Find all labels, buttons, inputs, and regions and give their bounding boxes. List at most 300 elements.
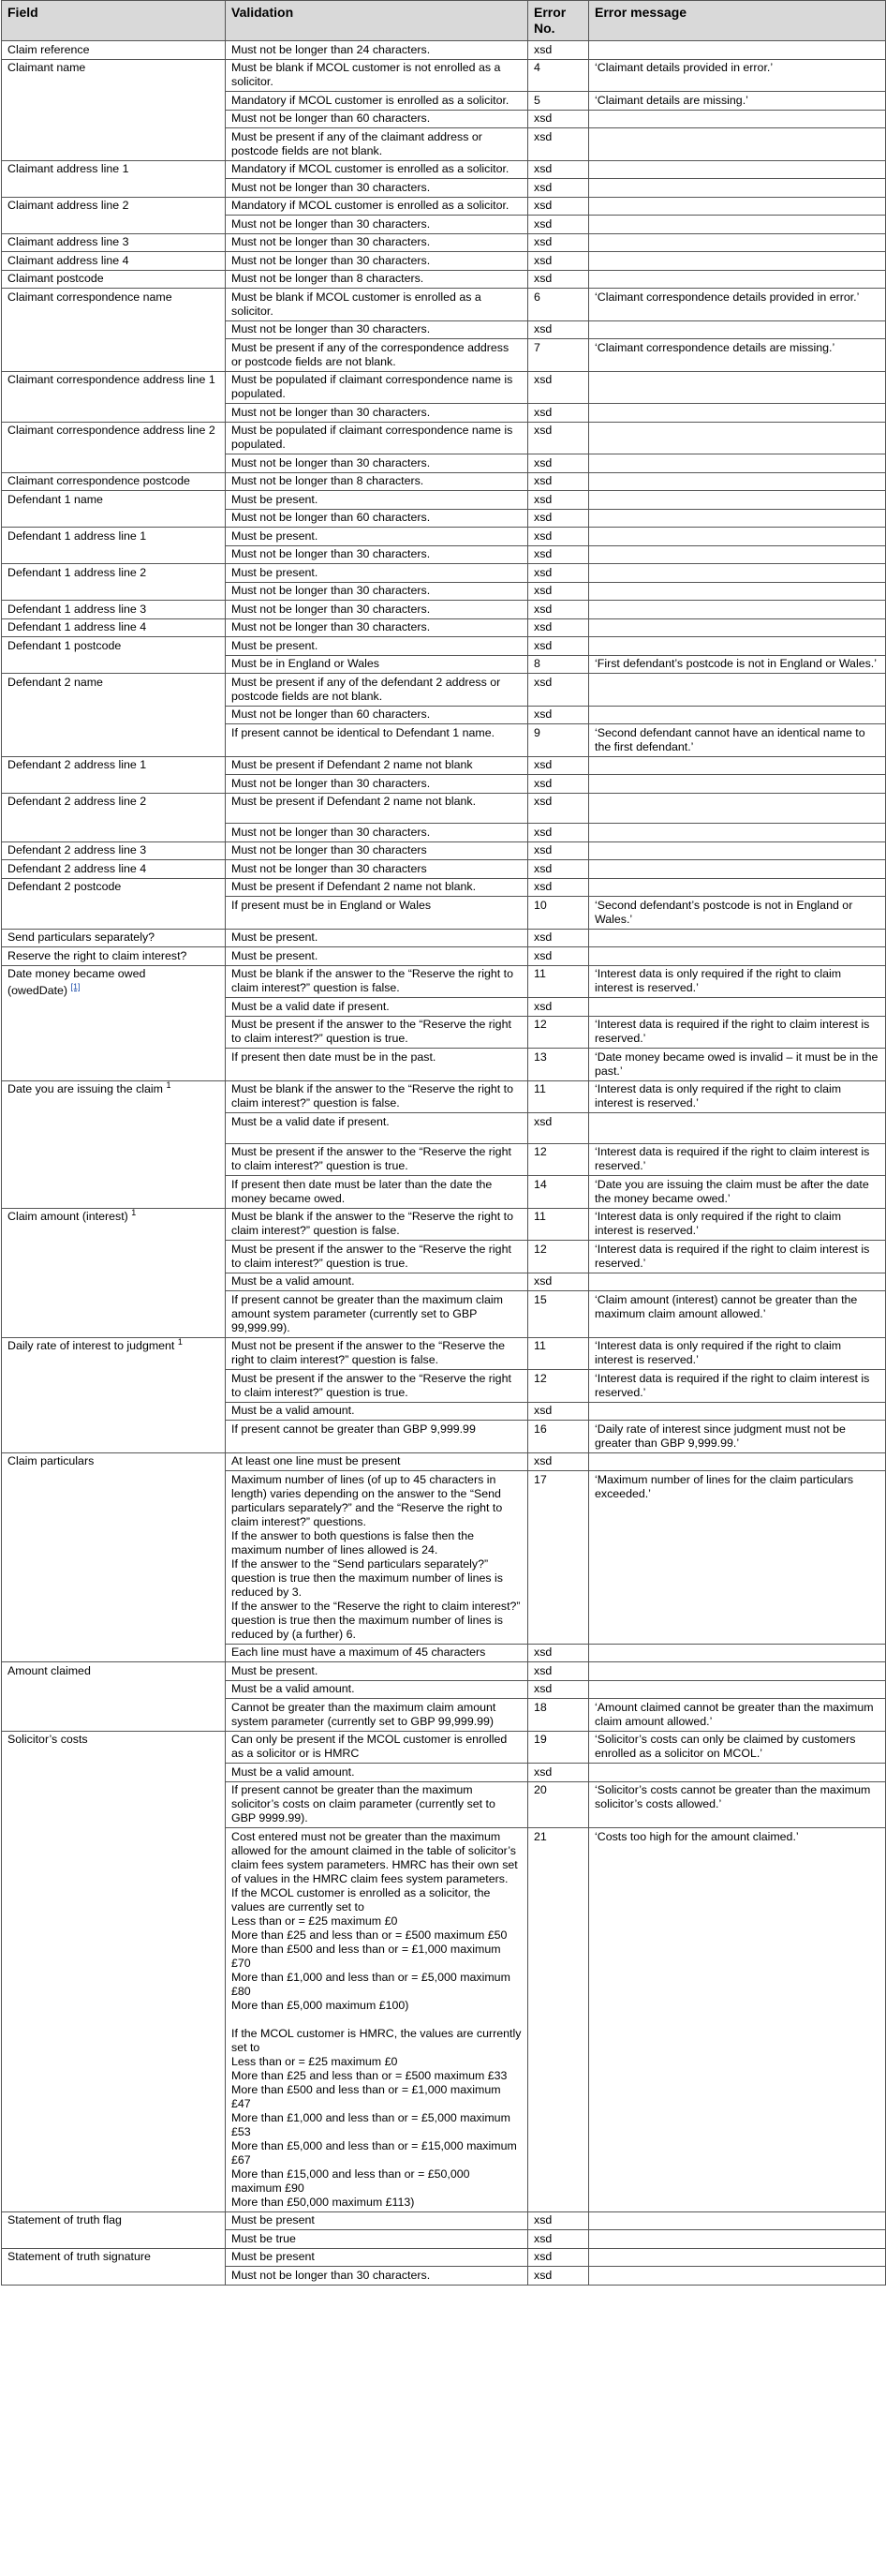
validation-cell xyxy=(226,1644,528,1662)
validation-cell xyxy=(226,422,528,454)
validation-cell xyxy=(226,2248,528,2267)
table-row xyxy=(2,491,886,510)
field-cell xyxy=(2,1662,226,1732)
validation-line: More than £1,000 and less than or = £5,000 maximum £53 xyxy=(231,2110,510,2138)
validation-text: If present cannot be greater than the maximum claim amount system parameter (currently set to GBP 99,999.99). xyxy=(231,1292,503,1334)
validation-text: Must not be longer than 30 characters xyxy=(231,861,427,875)
validation-cell xyxy=(226,1452,528,1471)
validation-text: Must be true xyxy=(231,2231,296,2245)
validation-text: Must be a valid amount. xyxy=(231,1764,355,1779)
error-number-cell: 15 xyxy=(528,1291,589,1338)
field-name: Claimant correspondence address line 2 xyxy=(7,424,215,437)
table-row xyxy=(2,618,886,637)
table-row xyxy=(2,1452,886,1471)
error-message-cell xyxy=(589,2211,886,2230)
validation-text: Must not be longer than 30 characters. xyxy=(231,235,431,248)
table-row xyxy=(2,59,886,92)
validation-text: Must be present if any of the correspondence address or postcode fields are not blank. xyxy=(231,340,509,368)
field-cell xyxy=(2,59,226,160)
field-alias xyxy=(7,981,219,998)
validation-text: Must not be longer than 30 characters. xyxy=(231,180,431,194)
error-message-cell xyxy=(589,1662,886,1681)
validation-cell xyxy=(226,897,528,930)
validation-text: Must be in England or Wales xyxy=(231,657,379,670)
error-message-cell xyxy=(589,601,886,619)
validation-text: Must be present. xyxy=(231,1663,318,1677)
field-name: Claim particulars xyxy=(7,1454,95,1467)
footnote-link[interactable]: [1] xyxy=(70,981,81,991)
validation-text: Must be present if Defendant 2 name not blank. xyxy=(231,880,477,893)
field-cell xyxy=(2,289,226,372)
field-name: Reserve the right to claim interest? xyxy=(7,948,187,962)
error-number-cell: xsd xyxy=(528,1764,589,1782)
field-cell xyxy=(2,2211,226,2248)
error-number-cell: xsd xyxy=(528,2230,589,2249)
validation-text: Must not be longer than 30 characters. xyxy=(231,776,431,790)
field-cell xyxy=(2,528,226,564)
error-number-cell: xsd xyxy=(528,929,589,947)
field-name: Claimant postcode xyxy=(7,272,104,285)
validation-cell xyxy=(226,1049,528,1081)
error-number-cell: xsd xyxy=(528,1402,589,1421)
field-cell xyxy=(2,564,226,601)
validation-text: Can only be present if the MCOL customer is enrolled as a solicitor or is HMRC xyxy=(231,1733,508,1760)
validation-text: Must not be longer than 30 characters. xyxy=(231,825,431,839)
validation-text: Must not be longer than 8 characters. xyxy=(231,474,424,487)
error-message-cell xyxy=(589,582,886,601)
validation-cell xyxy=(226,860,528,879)
error-message-cell xyxy=(589,320,886,339)
validation-text: Must not be longer than 60 characters. xyxy=(231,707,431,721)
validation-text: Each line must have a maximum of 45 characters xyxy=(231,1645,486,1659)
table-header-row xyxy=(2,1,886,41)
validation-line: More than £25 and less than or = £500 maximum £33 xyxy=(231,2068,508,2082)
error-message-cell xyxy=(589,824,886,842)
error-message-cell xyxy=(589,1764,886,1782)
table-row xyxy=(2,197,886,216)
field-cell xyxy=(2,472,226,491)
table-row xyxy=(2,947,886,966)
validation-text: Must not be longer than 60 characters. xyxy=(231,112,431,125)
field-cell xyxy=(2,1208,226,1337)
validation-cell xyxy=(226,528,528,546)
field-cell xyxy=(2,233,226,252)
validation-text: Must be present if the answer to the “Reserve the right to claim interest?” question is true. xyxy=(231,1242,511,1270)
field-name: Date money became owed xyxy=(7,967,146,980)
error-message-cell xyxy=(589,618,886,637)
validation-line: If the MCOL customer is enrolled as a solicitor, the values are currently set to xyxy=(231,1885,491,1913)
error-number-cell: xsd xyxy=(528,1680,589,1699)
table-body xyxy=(2,41,886,2286)
field-cell xyxy=(2,252,226,271)
validation-line: More than £15,000 and less than or = £50,000 maximum £90 xyxy=(231,2167,470,2195)
validation-cell xyxy=(226,824,528,842)
field-name: Defendant 1 postcode xyxy=(7,638,122,652)
field-cell xyxy=(2,793,226,841)
error-message-cell xyxy=(589,160,886,179)
footnote-marker: 1 xyxy=(166,1080,171,1090)
field-cell xyxy=(2,1452,226,1662)
field-name: Defendant 1 address line 3 xyxy=(7,602,147,616)
validation-text: Must be a valid amount. xyxy=(231,1274,355,1288)
error-number-cell: xsd xyxy=(528,618,589,637)
validation-cell xyxy=(226,454,528,473)
validation-text: Must be blank if MCOL customer is enrolled as a solicitor. xyxy=(231,290,481,318)
validation-text: Must be blank if the answer to the “Reserve the right to claim interest?” question is false. xyxy=(231,1082,513,1109)
error-number-cell: xsd xyxy=(528,1452,589,1471)
validation-cell xyxy=(226,1731,528,1764)
validation-cell xyxy=(226,1291,528,1338)
validation-cell xyxy=(226,965,528,998)
error-number-cell: xsd xyxy=(528,128,589,161)
error-number-cell: xsd xyxy=(528,824,589,842)
validation-text: Must not be longer than 30 characters. xyxy=(231,620,431,633)
validation-text: Must be a valid date if present. xyxy=(231,999,390,1013)
error-message-cell xyxy=(589,128,886,161)
error-number-cell: 11 xyxy=(528,1080,589,1113)
validation-text: If present then date must be in the past. xyxy=(231,1050,436,1064)
validation-cell xyxy=(226,1208,528,1241)
field-name: Statement of truth flag xyxy=(7,2213,122,2226)
validation-text: Must be present xyxy=(231,2250,315,2263)
validation-cell xyxy=(226,793,528,824)
validation-cell xyxy=(226,216,528,234)
error-number-cell: 6 xyxy=(528,289,589,321)
error-message-cell: ‘First defendant’s postcode is not in England or Wales.’ xyxy=(589,655,886,674)
error-message-cell xyxy=(589,2248,886,2267)
error-message-cell xyxy=(589,1273,886,1291)
field-name: Date you are issuing the claim xyxy=(7,1082,163,1095)
error-message-cell: ‘Claimant correspondence details are missing.’ xyxy=(589,339,886,372)
field-cell xyxy=(2,371,226,422)
error-message-cell xyxy=(589,1402,886,1421)
error-message-cell xyxy=(589,422,886,454)
validation-line: If the answer to the “Reserve the right to claim interest?” question is true then the maximum number of lines is reduced by (a further) 6. xyxy=(231,1599,521,1641)
field-cell xyxy=(2,270,226,289)
validation-cell xyxy=(226,472,528,491)
error-message-cell: ‘Second defendant’s postcode is not in England or Wales.’ xyxy=(589,897,886,930)
field-cell xyxy=(2,637,226,674)
table-row xyxy=(2,637,886,656)
error-number-cell: 7 xyxy=(528,339,589,372)
validation-text: Must be present. xyxy=(231,638,318,652)
validation-line: More than £500 and less than or = £1,000 maximum £70 xyxy=(231,1942,501,1970)
error-number-cell: 4 xyxy=(528,59,589,92)
field-name: Claim reference xyxy=(7,42,90,56)
validation-cell xyxy=(226,92,528,111)
error-message-cell xyxy=(589,1644,886,1662)
field-name: Solicitor’s costs xyxy=(7,1733,88,1746)
validation-cell xyxy=(226,41,528,60)
error-message-cell: ‘Interest data is required if the right to claim interest is reserved.’ xyxy=(589,1370,886,1403)
error-message-cell: ‘Interest data is required if the right to claim interest is reserved.’ xyxy=(589,1241,886,1273)
header-validation: Validation xyxy=(226,1,528,41)
error-message-cell xyxy=(589,841,886,860)
table-row xyxy=(2,1337,886,1370)
error-message-cell xyxy=(589,216,886,234)
error-number-cell: xsd xyxy=(528,878,589,897)
error-number-cell: 17 xyxy=(528,1471,589,1645)
error-message-cell xyxy=(589,1680,886,1699)
table-row xyxy=(2,528,886,546)
error-message-cell xyxy=(589,197,886,216)
header-error-message: Error message xyxy=(589,1,886,41)
validation-cell xyxy=(226,233,528,252)
table-row xyxy=(2,1208,886,1241)
error-number-cell: 11 xyxy=(528,1337,589,1370)
validation-cell xyxy=(226,998,528,1017)
error-number-cell: 21 xyxy=(528,1828,589,2212)
table-row xyxy=(2,564,886,583)
header-error-no: Error No. xyxy=(528,1,589,41)
validation-cell xyxy=(226,1273,528,1291)
error-number-cell: 8 xyxy=(528,655,589,674)
error-number-cell: xsd xyxy=(528,509,589,528)
error-number-cell: 12 xyxy=(528,1143,589,1176)
validation-text: Must be present. xyxy=(231,529,318,543)
field-cell xyxy=(2,491,226,528)
error-message-cell xyxy=(589,860,886,879)
error-message-cell xyxy=(589,756,886,775)
validation-cell xyxy=(226,1080,528,1113)
validation-cell xyxy=(226,491,528,510)
field-cell xyxy=(2,197,226,233)
validation-line: More than £1,000 and less than or = £5,000 maximum £80 xyxy=(231,1970,510,1998)
validation-cell xyxy=(226,637,528,656)
table-row xyxy=(2,270,886,289)
error-message-cell xyxy=(589,491,886,510)
error-number-cell: xsd xyxy=(528,491,589,510)
error-message-cell xyxy=(589,110,886,128)
error-message-cell xyxy=(589,1452,886,1471)
validation-cell xyxy=(226,706,528,724)
validation-cell xyxy=(226,756,528,775)
table-row xyxy=(2,601,886,619)
error-number-cell: xsd xyxy=(528,422,589,454)
validation-text: Must be present if any of the defendant 2 address or postcode fields are not blank. xyxy=(231,675,501,703)
error-message-cell xyxy=(589,947,886,966)
error-message-cell xyxy=(589,233,886,252)
validation-text: Must not be longer than 30 characters. xyxy=(231,547,431,560)
error-number-cell: xsd xyxy=(528,454,589,473)
validation-cell xyxy=(226,2230,528,2249)
validation-cell xyxy=(226,947,528,966)
error-message-cell xyxy=(589,929,886,947)
validation-text: Must be a valid date if present. xyxy=(231,1114,390,1128)
error-message-cell: ‘Solicitor’s costs can only be claimed by customers enrolled as a solicitor on MCOL.’ xyxy=(589,1731,886,1764)
table-row xyxy=(2,860,886,879)
error-message-cell: ‘Interest data is only required if the right to claim interest is reserved.’ xyxy=(589,965,886,998)
field-cell xyxy=(2,674,226,757)
error-message-cell xyxy=(589,509,886,528)
error-number-cell: xsd xyxy=(528,582,589,601)
error-number-cell: xsd xyxy=(528,545,589,564)
error-number-cell: xsd xyxy=(528,860,589,879)
error-number-cell: xsd xyxy=(528,674,589,707)
blank-line xyxy=(231,2013,522,2027)
error-message-cell: ‘Interest data is only required if the right to claim interest is reserved.’ xyxy=(589,1337,886,1370)
validation-text: Mandatory if MCOL customer is enrolled as a solicitor. xyxy=(231,162,509,175)
validation-cell xyxy=(226,1699,528,1732)
validation-cell xyxy=(226,1176,528,1209)
validation-cell xyxy=(226,841,528,860)
validation-cell xyxy=(226,270,528,289)
error-number-cell: 11 xyxy=(528,1208,589,1241)
error-number-cell: 13 xyxy=(528,1049,589,1081)
error-message-cell xyxy=(589,878,886,897)
error-number-cell: 19 xyxy=(528,1731,589,1764)
validation-cell xyxy=(226,1337,528,1370)
error-number-cell: xsd xyxy=(528,252,589,271)
error-number-cell: xsd xyxy=(528,270,589,289)
validation-text: Must not be longer than 30 characters. xyxy=(231,216,431,231)
error-number-cell: xsd xyxy=(528,1113,589,1144)
error-message-cell xyxy=(589,179,886,198)
error-number-cell: xsd xyxy=(528,637,589,656)
validation-cell xyxy=(226,1471,528,1645)
error-message-cell: ‘Solicitor’s costs cannot be greater than the maximum solicitor’s costs allowed.’ xyxy=(589,1781,886,1828)
error-number-cell: xsd xyxy=(528,756,589,775)
table-row xyxy=(2,252,886,271)
table-row xyxy=(2,841,886,860)
table-row xyxy=(2,472,886,491)
validation-text: Must not be longer than 30 characters. xyxy=(231,602,431,616)
table-row xyxy=(2,2211,886,2230)
validation-text: Must be present if any of the claimant address or postcode fields are not blank. xyxy=(231,129,482,157)
error-message-cell: ‘Daily rate of interest since judgment must not be greater than GBP 9,999.99.’ xyxy=(589,1421,886,1453)
validation-cell xyxy=(226,618,528,637)
error-number-cell: xsd xyxy=(528,601,589,619)
field-cell xyxy=(2,160,226,197)
error-message-cell: ‘Second defendant cannot have an identical name to the first defendant.’ xyxy=(589,724,886,757)
field-cell xyxy=(2,1337,226,1452)
error-number-cell: xsd xyxy=(528,998,589,1017)
validation-cell xyxy=(226,1680,528,1699)
error-number-cell: xsd xyxy=(528,1644,589,1662)
error-number-cell: xsd xyxy=(528,2211,589,2230)
validation-cell xyxy=(226,655,528,674)
field-cell xyxy=(2,2248,226,2285)
validation-cell xyxy=(226,252,528,271)
validation-cell xyxy=(226,582,528,601)
validation-text: Must be present if the answer to the “Reserve the right to claim interest?” question is true. xyxy=(231,1371,511,1399)
error-message-cell: ‘Claimant details provided in error.’ xyxy=(589,59,886,92)
validation-cell xyxy=(226,1241,528,1273)
validation-cell xyxy=(226,775,528,794)
field-cell xyxy=(2,841,226,860)
validation-cell xyxy=(226,404,528,423)
field-name: Defendant 2 address line 4 xyxy=(7,861,147,875)
validation-text: Cannot be greater than the maximum claim amount system parameter (currently set to GBP 99,999.99) xyxy=(231,1700,496,1728)
error-message-cell xyxy=(589,998,886,1017)
validation-text: Must be populated if claimant correspondence name is populated. xyxy=(231,424,513,451)
error-message-cell xyxy=(589,637,886,656)
field-cell xyxy=(2,1080,226,1208)
error-message-cell xyxy=(589,528,886,546)
table-row xyxy=(2,965,886,998)
field-name: Claimant correspondence postcode xyxy=(7,474,190,487)
field-name: Claimant address line 3 xyxy=(7,235,129,248)
error-message-cell xyxy=(589,270,886,289)
validation-text: Must be present if Defendant 2 name not blank xyxy=(231,758,473,771)
validation-line: More than £500 and less than or = £1,000 maximum £47 xyxy=(231,2082,501,2110)
validation-text: If present cannot be greater than the maximum solicitor’s costs on claim parameter (currently set to GBP 9999.99). xyxy=(231,1783,495,1824)
table-row xyxy=(2,929,886,947)
error-message-cell: ‘Claimant details are missing.’ xyxy=(589,92,886,111)
validation-cell xyxy=(226,2211,528,2230)
field-cell xyxy=(2,618,226,637)
validation-text: Must not be longer than 30 characters. xyxy=(231,322,431,335)
validation-line: More than £50,000 maximum £113) xyxy=(231,2195,415,2209)
error-number-cell: 20 xyxy=(528,1781,589,1828)
validation-text: Must be blank if the answer to the “Reserve the right to claim interest?” question is false. xyxy=(231,1210,513,1237)
validation-cell xyxy=(226,545,528,564)
error-message-cell xyxy=(589,674,886,707)
error-number-cell: xsd xyxy=(528,216,589,234)
field-name: Claimant correspondence name xyxy=(7,290,172,304)
validation-cell xyxy=(226,128,528,161)
field-cell xyxy=(2,41,226,60)
error-message-cell: ‘Interest data is only required if the right to claim interest is reserved.’ xyxy=(589,1080,886,1113)
validation-text: Must be present xyxy=(231,2213,315,2226)
validation-text: Must not be longer than 30 characters. xyxy=(231,584,431,597)
validation-text: Mandatory if MCOL customer is enrolled as a solicitor. xyxy=(231,199,509,212)
validation-cell xyxy=(226,1764,528,1782)
error-number-cell: xsd xyxy=(528,2248,589,2267)
table-row xyxy=(2,233,886,252)
validation-cell xyxy=(226,1421,528,1453)
error-message-cell: ‘Date money became owed is invalid – it must be in the past.’ xyxy=(589,1049,886,1081)
validation-text: Must not be longer than 60 characters. xyxy=(231,511,431,524)
error-number-cell: 12 xyxy=(528,1370,589,1403)
error-message-cell xyxy=(589,545,886,564)
field-cell xyxy=(2,1731,226,2211)
validation-line: More than £5,000 and less than or = £15,000 maximum £67 xyxy=(231,2138,517,2167)
validation-cell xyxy=(226,197,528,216)
error-number-cell: xsd xyxy=(528,947,589,966)
error-number-cell: xsd xyxy=(528,404,589,423)
table-row xyxy=(2,1080,886,1113)
table-row xyxy=(2,793,886,824)
error-message-cell: ‘Interest data is only required if the right to claim interest is reserved.’ xyxy=(589,1208,886,1241)
field-alias-text: (owedDate) xyxy=(7,984,68,997)
validation-cell xyxy=(226,371,528,404)
field-name: Claimant address line 1 xyxy=(7,162,129,175)
error-number-cell: xsd xyxy=(528,1662,589,1681)
field-cell xyxy=(2,422,226,472)
error-message-cell: ‘Claimant correspondence details provided in error.’ xyxy=(589,289,886,321)
validation-cell xyxy=(226,878,528,897)
header-field: Field xyxy=(2,1,226,41)
error-message-cell xyxy=(589,41,886,60)
error-number-cell: xsd xyxy=(528,179,589,198)
field-name: Statement of truth signature xyxy=(7,2250,151,2263)
error-number-cell: 10 xyxy=(528,897,589,930)
footnote-marker: 1 xyxy=(131,1207,137,1217)
validation-cell xyxy=(226,564,528,583)
error-message-cell: ‘Maximum number of lines for the claim particulars exceeded.’ xyxy=(589,1471,886,1645)
field-name: Claim amount (interest) xyxy=(7,1210,128,1223)
validation-cell xyxy=(226,289,528,321)
validation-text: Must be present. xyxy=(231,492,318,506)
error-number-cell: xsd xyxy=(528,528,589,546)
validation-text: At least one line must be present xyxy=(231,1454,401,1467)
validation-cell xyxy=(226,160,528,179)
validation-line: If the answer to both questions is false then the maximum number of lines allowed is 24. xyxy=(231,1528,474,1556)
validation-cell xyxy=(226,674,528,707)
table-row xyxy=(2,1662,886,1681)
field-cell xyxy=(2,860,226,879)
